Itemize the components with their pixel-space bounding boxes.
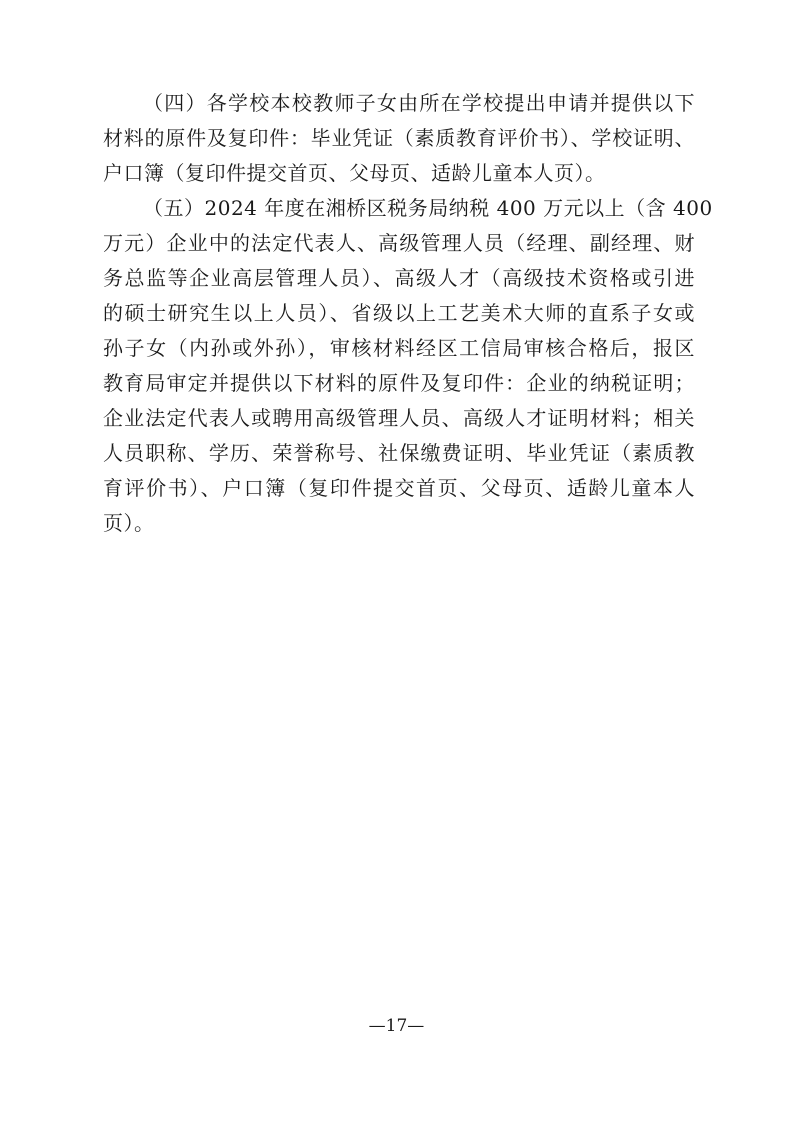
- paragraph-line: 的硕士研究生以上人员）、省级以上工艺美术大师的直系子女或: [103, 301, 695, 325]
- paragraph-line: 企业法定代表人或聘用高级管理人员、高级人才证明材料；相关: [103, 406, 695, 430]
- paragraph-4: [103, 86, 695, 191]
- paragraph-line: （五）2024 年度在湘桥区税务局纳税 400 万元以上（含 400: [143, 196, 713, 220]
- paragraph-line: 万元）企业中的法定代表人、高级管理人员（经理、副经理、财: [103, 231, 695, 255]
- paragraph-line: 材料的原件及复印件：毕业凭证（素质教育评价书）、学校证明、: [103, 126, 695, 150]
- page-number: —17—: [368, 1016, 425, 1036]
- document-body: [103, 86, 713, 541]
- paragraph-line: （四）各学校本校教师子女由所在学校提出申请并提供以下: [143, 91, 695, 115]
- paragraph-line: 户口簿（复印件提交首页、父母页、适龄儿童本人页）。: [103, 161, 606, 185]
- paragraph-line: 教育局审定并提供以下材料的原件及复印件：企业的纳税证明；: [103, 371, 695, 395]
- paragraph-5: [103, 191, 713, 541]
- paragraph-line: 务总监等企业高层管理人员）、高级人才（高级技术资格或引进: [103, 266, 695, 290]
- paragraph-line: 人员职称、学历、荣誉称号、社保缴费证明、毕业凭证（素质教: [103, 441, 695, 465]
- paragraph-line: 页）。: [103, 511, 155, 535]
- paragraph-line: 育评价书）、户口簿（复印件提交首页、父母页、适龄儿童本人: [103, 476, 695, 500]
- paragraph-line: 孙子女（内孙或外孙），审核材料经区工信局审核合格后，报区: [103, 336, 695, 360]
